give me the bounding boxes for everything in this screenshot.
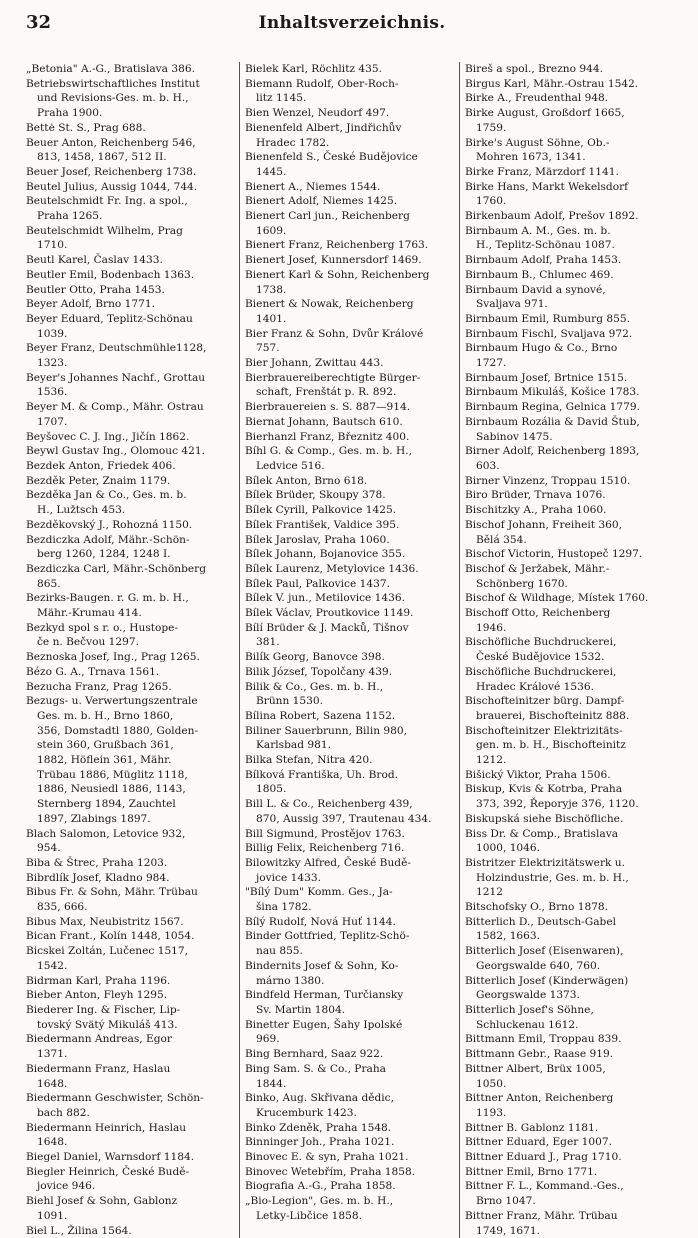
index-entry: Bieber Anton, Fleyh 1295. [26, 989, 168, 1002]
index-entry: Bindernits Josef & Sohn, Ko- márno 1380. [245, 959, 399, 987]
index-entry: Birnbaum Rozália & David Štub, Sabinov 1475. [465, 415, 640, 443]
index-entry: Beyer Adolf, Brno 1771. [26, 298, 155, 311]
index-entry: Birnbaum Mikuláš, Košice 1783. [465, 386, 640, 399]
index-entry: Biegler Heinrich, České Budě- jovice 946. [26, 1165, 190, 1193]
index-entry: Bier Franz & Sohn, Dvůr Králové 757. [245, 327, 424, 355]
index-entry: Birke Franz, Märzdorf 1141. [465, 165, 619, 178]
index-entry: Biegel Daniel, Warnsdorf 1184. [26, 1151, 195, 1164]
index-entry: Beutl Karel, Časlav 1433. [26, 254, 163, 267]
index-entry: Biedermann Geschwister, Schön- bach 882. [26, 1092, 204, 1119]
index-entry: Bienert Karl & Sohn, Reichenberg 1738. [245, 268, 430, 296]
index-entry: Bílková Františka, Uh. Brod. 1805. [245, 768, 398, 796]
index-entry: Bílek Cyrill, Palkovice 1425. [245, 504, 397, 517]
index-entry: Bílek Johann, Bojanovice 355. [245, 548, 406, 561]
index-entry: Birner Vinzenz, Troppau 1510. [465, 474, 631, 487]
index-entry: Bilik & Co., Ges. m. b. H., Brünn 1530. [245, 680, 384, 708]
index-entry: Bittner Eduard J., Prag 1710. [465, 1151, 622, 1164]
index-entry: Bischöfliche Buchdruckerei, Hradec Králové 1536. [465, 665, 617, 693]
index-entry: Biel L., Žilina 1564. [26, 1224, 132, 1237]
page-title: Inhaltsverzeichnis. [258, 13, 446, 33]
index-entry: Bidrman Karl, Praha 1196. [26, 974, 171, 987]
index-entry: Bílý Rudolf, Nová Huť 1144. [245, 915, 396, 928]
index-entry: Bitschofsky O., Brno 1878. [465, 901, 609, 914]
index-entry: Biskupská siehe Bischöfliche. [465, 812, 624, 825]
index-entry: Bienenfeld Albert, Jindřichův Hradec 1782. [245, 121, 402, 149]
index-entry: „Betonia" A.-G., Bratislava 386. [26, 63, 195, 75]
index-entry: „Bio-Legion", Ges. m. b. H., Letky-Libčice 1858. [245, 1195, 394, 1222]
index-entry: Bezdek Anton, Friedek 406. [26, 459, 176, 472]
index-entry: Biro Brüder, Trnava 1076. [465, 489, 606, 502]
index-entry: Bier Johann, Zwittau 443. [245, 357, 384, 370]
index-entry: Bierbrauereien s. S. 887—914. [245, 401, 411, 414]
index-column-3 [460, 62, 680, 1238]
index-entry: Bezucha Franz, Prag 1265. [26, 680, 172, 693]
index-entry: Bienert Adolf, Niemes 1425. [245, 195, 398, 208]
index-entry: Biernat Johann, Bautsch 610. [245, 415, 403, 428]
index-entry: Bezdiczka Carl, Mähr.-Schönberg 865. [26, 562, 206, 590]
index-entry: Bíhl G. & Comp., Ges. m. b. H., Ledvice 516. [245, 445, 412, 472]
index-entry: Bischof Victorin, Hustopeč 1297. [465, 548, 643, 561]
index-entry: Binovec Wetebřím, Praha 1858. [245, 1165, 416, 1178]
index-entry: Bill L. & Co., Reichenberg 439, 870, Aussig 397, Trautenau 434. [245, 798, 432, 825]
index-entry: Birke August, Großdorf 1665, 1759. [465, 107, 625, 134]
index-entry: Beyer M. & Comp., Mähr. Ostrau 1707. [26, 401, 204, 428]
index-entry: Birnbaum David a synové, Svaljava 971. [465, 283, 606, 311]
index-entry: Bischofteinitzer bürg. Dampf- brauerei, Bischofteinitz 888. [465, 695, 630, 722]
index-entry: Binko Zdeněk, Praha 1548. [245, 1121, 392, 1134]
index-entry: Bittmann Emil, Troppau 839. [465, 1033, 622, 1046]
index-entry: Bittner Anton, Reichenberg 1193. [465, 1092, 614, 1119]
index-entry: Bischitzky A., Praha 1060. [465, 504, 607, 517]
index-entry: Bistritzer Elektrizitätswerk u. Holzindustrie, Ges. m. b. H., 1212 [465, 856, 629, 899]
index-entry: Bing Sam. S. & Co., Praha 1844. [245, 1062, 386, 1090]
index-entry: Birnbaum Fischl, Svaljava 972. [465, 327, 633, 340]
index-entry: Beutelschmidt Wilhelm, Prag 1710. [26, 224, 183, 252]
index-entry: Birnbaum Hugo & Co., Brno 1727. [465, 342, 618, 370]
index-entry: Bischöfliche Buchdruckerei, České Budějovice 1532. [465, 636, 617, 664]
index-column-1 [26, 62, 240, 1238]
index-entry: Bittner Eduard, Eger 1007. [465, 1136, 612, 1149]
index-entry: Billig Felix, Reichenberg 716. [245, 842, 405, 855]
index-entry: Biliner Sauerbrunn, Bilin 980, Karlsbad 981. [245, 724, 407, 752]
index-entry: Bienert Josef, Kunnersdorf 1469. [245, 254, 422, 267]
index-entry: Bittner Franz, Mähr. Trübau 1749, 1671. [465, 1209, 618, 1237]
index-entry: Bilík Georg, Banovce 398. [245, 651, 385, 664]
index-entry: Biemann Rudolf, Ober-Roch- litz 1145. [245, 77, 399, 105]
index-entry: Bezděk Peter, Znaim 1179. [26, 474, 171, 487]
index-entry: Bezděkovský J., Rohozná 1150. [26, 518, 193, 531]
index-entry: Beuer Anton, Reichenberg 546, 813, 1458, 1867, 512 II. [26, 136, 196, 164]
index-entry: Birgus Karl, Mähr.-Ostrau 1542. [465, 77, 639, 90]
index-entry: Bilik József, Topolčany 439. [245, 665, 393, 678]
index-entry: Beutler Otto, Praha 1453. [26, 283, 165, 296]
index-entry: Beutel Julius, Aussig 1044, 744. [26, 180, 198, 193]
index-entry: Bittner Albert, Brüx 1005, 1050. [465, 1062, 606, 1090]
index-entry: Beyer Franz, Deutschmühle1128, 1323. [26, 342, 207, 370]
index-entry: Biba & Štrec, Praha 1203. [26, 856, 168, 869]
index-entry: Bezkyd spol s r. o., Hustope- če n. Bečvou 1297. [26, 621, 179, 649]
index-entry: Bien Wenzel, Neudorf 497. [245, 107, 390, 120]
index-entry: Beyšovec C. J. Ing., Jičín 1862. [26, 430, 190, 443]
index-entry: Bittner B. Gablonz 1181. [465, 1121, 599, 1134]
index-entry: Bettė St. S., Prag 688. [26, 121, 146, 134]
index-entry: Bitterlich Josef's Söhne, Schluckenau 1612. [465, 1004, 594, 1031]
page-number: 32 [26, 12, 52, 33]
index-entry: Birkenbaum Adolf, Prešov 1892. [465, 210, 639, 223]
index-entry: Bitterlich Josef (Eisenwaren), Georgswalde 640, 760. [465, 945, 624, 972]
index-entry: Bezdiczka Adolf, Mähr.-Schön- berg 1260, 1284, 1248 I. [26, 533, 190, 561]
index-entry: "Bílý Dum" Komm. Ges., Ja- šina 1782. [245, 886, 393, 914]
index-entry: Bischoff Otto, Reichenberg 1946. [465, 607, 611, 634]
index-entry: Bischof & Jeržabek, Mähr.- Schönberg 1670. [465, 562, 610, 590]
index-entry: Bing Bernhard, Saaz 922. [245, 1048, 384, 1061]
index-entry: Bicskei Zoltán, Lučenec 1517, 1542. [26, 945, 189, 972]
index-entry: Beutler Emil, Bodenbach 1363. [26, 268, 195, 281]
index-entry: Bitterlich Josef (Kinderwägen) Georgswalde 1373. [465, 974, 629, 1002]
index-columns [26, 62, 680, 1238]
index-entry: Bezugs- u. Verwertungszentrale Ges. m. b. H., Brno 1860, 356, Domstadtl 1880, Golden- stein 360, Grußbach 361, 1882, Höflein 361, Mähr. Trübau 1886, Müglitz 1118, 1886, Neusiedl 1886, 1143, Sternberg 1894, Zauchtel 1897, Zlabings 1897. [26, 695, 199, 825]
index-entry: Bílek Paul, Palkovice 1437. [245, 577, 390, 590]
index-entry: Bílina Robert, Sazena 1152. [245, 709, 396, 722]
index-entry: Bierbrauereiberechtigte Bürger- schaft, Frenštát p. R. 892. [245, 371, 421, 399]
index-column-2 [240, 62, 460, 1238]
index-entry: Biederer Ing. & Fischer, Lip- tovský Svätý Mikuláš 413. [26, 1004, 181, 1031]
index-entry: Bílek V. jun., Metilovice 1436. [245, 592, 405, 605]
index-entry: Beyer's Johannes Nachf., Grottau 1536. [26, 371, 206, 399]
index-entry: Bezirks-Baugen. r. G. m. b. H., Mähr.-Krumau 414. [26, 592, 189, 620]
index-entry: Bézo G. A., Trnava 1561. [26, 665, 160, 678]
index-entry: Bibus Fr. & Sohn, Mähr. Trübau 835, 666. [26, 886, 198, 914]
index-entry: Birke's August Söhne, Ob.- Mohren 1673, 1341. [465, 136, 610, 164]
index-entry: Bezděka Jan & Co., Ges. m. b. H., Lužtsch 453. [26, 489, 187, 517]
index-entry: Bílek Anton, Brno 618. [245, 474, 368, 487]
index-entry: Bienert A., Niemes 1544. [245, 180, 381, 193]
index-entry: Bienert Carl jun., Reichenberg 1609. [245, 210, 410, 237]
index-entry: Bienert Franz, Reichenberg 1763. [245, 239, 429, 252]
index-entry: Bireš a spol., Brezno 944. [465, 63, 603, 75]
index-entry: Birnbaum B., Chlumec 469. [465, 268, 614, 281]
index-entry: Birnbaum A. M., Ges. m. b. H., Teplitz-Schönau 1087. [465, 224, 615, 252]
index-entry: Biehl Josef & Sohn, Gablonz 1091. [26, 1195, 178, 1222]
index-entry: Bittmann Gebr., Raase 919. [465, 1048, 614, 1061]
index-entry: Bienert & Nowak, Reichenberg 1401. [245, 298, 414, 325]
index-entry: Beywl Gustav Ing., Olomouc 421. [26, 445, 205, 458]
index-entry: Blach Salomon, Letovice 932, 954. [26, 827, 186, 855]
index-entry: Biss Dr. & Comp., Bratislava 1000, 1046. [465, 827, 619, 855]
index-entry: Bielek Karl, Röchlitz 435. [245, 63, 382, 75]
index-entry: Binko, Aug. Skřivana dědic, Krucemburk 1423. [245, 1092, 394, 1119]
index-entry: Birner Adolf, Reichenberg 1893, 603. [465, 445, 640, 472]
index-entry: Bindfeld Herman, Turčiansky Sv. Martin 1804. [245, 989, 404, 1016]
index-entry: Bílek František, Valdice 395. [245, 518, 400, 531]
index-entry: Birnbaum Emil, Rumburg 855. [465, 312, 630, 325]
index-entry: Birke Hans, Markt Wekelsdorf 1760. [465, 180, 629, 208]
index-entry: Bibrdlík Josef, Kladno 984. [26, 871, 170, 884]
index-entry: Birke A., Freudenthal 948. [465, 92, 609, 105]
index-entry: Birnbaum Adolf, Praha 1453. [465, 254, 622, 267]
index-entry: Binder Gottfried, Teplitz-Schö- nau 855. [245, 930, 410, 958]
index-entry: Bílek Laurenz, Metylovice 1436. [245, 562, 419, 575]
index-entry: Bílek Václav, Proutkovice 1149. [245, 607, 414, 620]
index-entry: Bican Frant., Kolín 1448, 1054. [26, 930, 195, 943]
index-entry: Bílek Brüder, Skoupy 378. [245, 489, 386, 502]
index-entry: Bilka Stefan, Nitra 420. [245, 754, 373, 767]
index-entry: Beuer Josef, Reichenberg 1738. [26, 165, 197, 178]
index-entry: Bittner F. L., Kommand.-Ges., Brno 1047. [465, 1180, 624, 1208]
index-entry: Bílek Jaroslav, Praha 1060. [245, 533, 390, 546]
index-entry: Bilowitzky Alfred, České Budě- jovice 1433. [245, 856, 411, 884]
index-entry: Biskup, Kvis & Kotrba, Praha 373, 392, Řeporyje 376, 1120. [465, 783, 639, 811]
index-entry: Bišický Viktor, Praha 1506. [465, 768, 611, 781]
index-entry: Bittner Emil, Brno 1771. [465, 1165, 598, 1178]
index-entry: Bibus Max, Neubistritz 1567. [26, 915, 184, 928]
index-entry: Bienenfeld S., České Budějovice 1445. [245, 151, 418, 178]
index-entry: Betriebswirtschaftliches Institut und Revisions-Ges. m. b. H., Praha 1900. [26, 77, 200, 120]
index-entry: Binninger Joh., Praha 1021. [245, 1136, 395, 1149]
index-entry: Bílí Brüder & J. Macků, Tišnov 381. [245, 621, 409, 649]
index-entry: Beznoska Josef, Ing., Prag 1265. [26, 651, 200, 664]
index-entry: Biedermann Heinrich, Haslau 1648. [26, 1121, 187, 1149]
index-entry: Bill Sigmund, Prostějov 1763. [245, 827, 405, 840]
index-entry: Binovec E. & syn, Praha 1021. [245, 1151, 409, 1164]
index-entry: Beyer Eduard, Teplitz-Schönau 1039. [26, 312, 193, 340]
index-entry: Birnbaum Regina, Gelnica 1779. [465, 401, 640, 414]
index-entry: Biedermann Andreas, Egor 1371. [26, 1033, 172, 1061]
index-entry: Biografia A.-G., Praha 1858. [245, 1180, 396, 1193]
index-entry: Beutelschmidt Fr. Ing. a spol., Praha 1265. [26, 195, 188, 223]
index-entry: Birnbaum Josef, Brtnice 1515. [465, 371, 628, 384]
index-entry: Binetter Eugen, Šahy Ipolské 969. [245, 1018, 403, 1046]
index-entry: Bischof Johann, Freiheit 360, Bělá 354. [465, 518, 622, 546]
page-header [26, 12, 678, 40]
index-entry: Biedermann Franz, Haslau 1648. [26, 1062, 171, 1090]
index-entry: Bitterlich D., Deutsch-Gabel 1582, 1663. [465, 915, 616, 943]
index-entry: Bischofteinitzer Elektrizitäts- gen. m. b. H., Bischofteinitz 1212. [465, 724, 626, 767]
index-entry: Bierhanzl Franz, Březnitz 400. [245, 430, 410, 443]
index-entry: Bischof & Wildhage, Místek 1760. [465, 592, 649, 605]
